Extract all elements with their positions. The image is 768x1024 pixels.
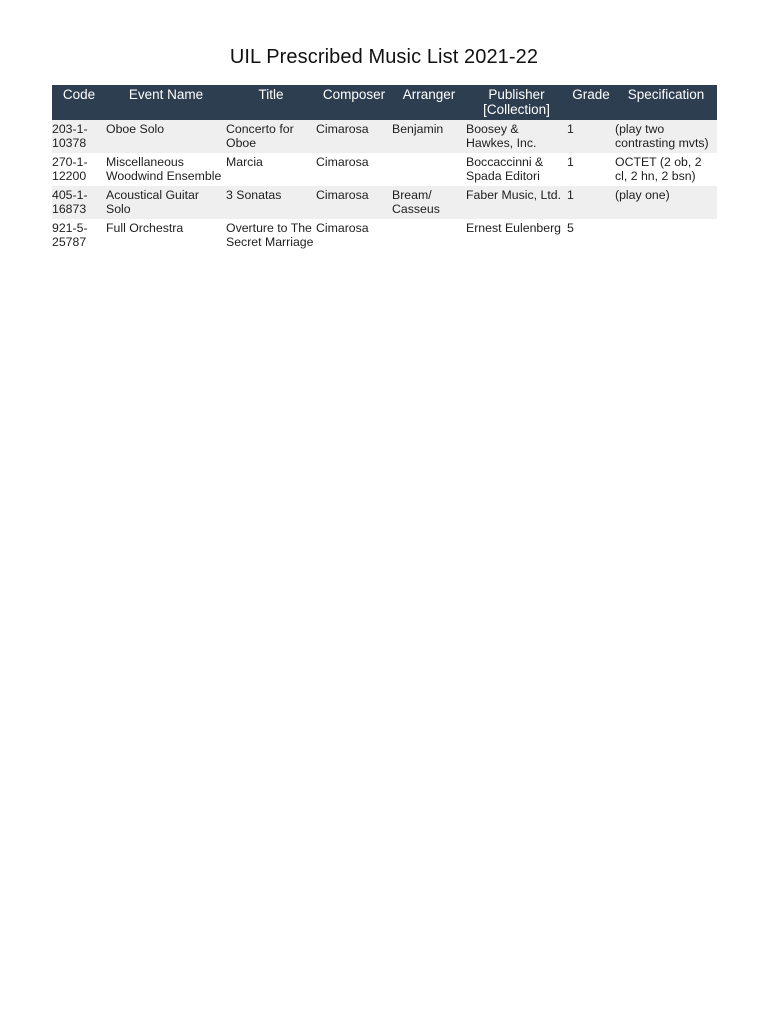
cell-event-name: Full Orchestra: [106, 219, 226, 252]
column-header-code: Code: [52, 85, 106, 120]
cell-arranger: Benjamin: [392, 120, 466, 153]
table-row: [52, 120, 717, 153]
cell-publisher: Faber Music, Ltd.: [466, 186, 567, 219]
cell-arranger: [392, 219, 466, 252]
cell-grade: 1: [567, 186, 615, 219]
cell-event-name: Acoustical Guitar Solo: [106, 186, 226, 219]
table-header-row: [52, 85, 717, 120]
cell-code: 203-1-10378: [52, 120, 106, 153]
column-header-title: Title: [226, 85, 316, 120]
cell-specification: (play two contrasting mvts): [615, 120, 717, 153]
column-header-composer: Composer: [316, 85, 392, 120]
cell-publisher: Ernest Eulenberg: [466, 219, 567, 252]
table-row: [52, 186, 717, 219]
page-title: UIL Prescribed Music List 2021-22: [229, 46, 539, 68]
cell-composer: Cimarosa: [316, 120, 392, 153]
column-header-grade: Grade: [567, 85, 615, 120]
cell-publisher: Boccaccinni & Spada Editori: [466, 153, 567, 186]
cell-specification: (play one): [615, 186, 717, 219]
cell-code: 405-1-16873: [52, 186, 106, 219]
cell-code: 921-5-25787: [52, 219, 106, 252]
cell-title: Overture to The Secret Marriage: [226, 219, 316, 252]
cell-grade: 1: [567, 153, 615, 186]
cell-specification: [615, 219, 717, 252]
cell-title: Concerto for Oboe: [226, 120, 316, 153]
music-list-table: [52, 85, 717, 252]
cell-event-name: Oboe Solo: [106, 120, 226, 153]
cell-event-name: Miscellaneous Woodwind Ensemble: [106, 153, 226, 186]
cell-composer: Cimarosa: [316, 219, 392, 252]
cell-arranger: Bream/ Casseus: [392, 186, 466, 219]
cell-composer: Cimarosa: [316, 186, 392, 219]
cell-grade: 5: [567, 219, 615, 252]
column-header-event-name: Event Name: [106, 85, 226, 120]
cell-title: 3 Sonatas: [226, 186, 316, 219]
cell-composer: Cimarosa: [316, 153, 392, 186]
table-row: [52, 153, 717, 186]
column-header-publisher: Publisher [Collection]: [466, 85, 567, 120]
column-header-specification: Specification: [615, 85, 717, 120]
cell-grade: 1: [567, 120, 615, 153]
cell-specification: OCTET (2 ob, 2 cl, 2 hn, 2 bsn): [615, 153, 717, 186]
column-header-arranger: Arranger: [392, 85, 466, 120]
cell-arranger: [392, 153, 466, 186]
cell-publisher: Boosey & Hawkes, Inc.: [466, 120, 567, 153]
cell-title: Marcia: [226, 153, 316, 186]
cell-code: 270-1-12200: [52, 153, 106, 186]
table-row: [52, 219, 717, 252]
